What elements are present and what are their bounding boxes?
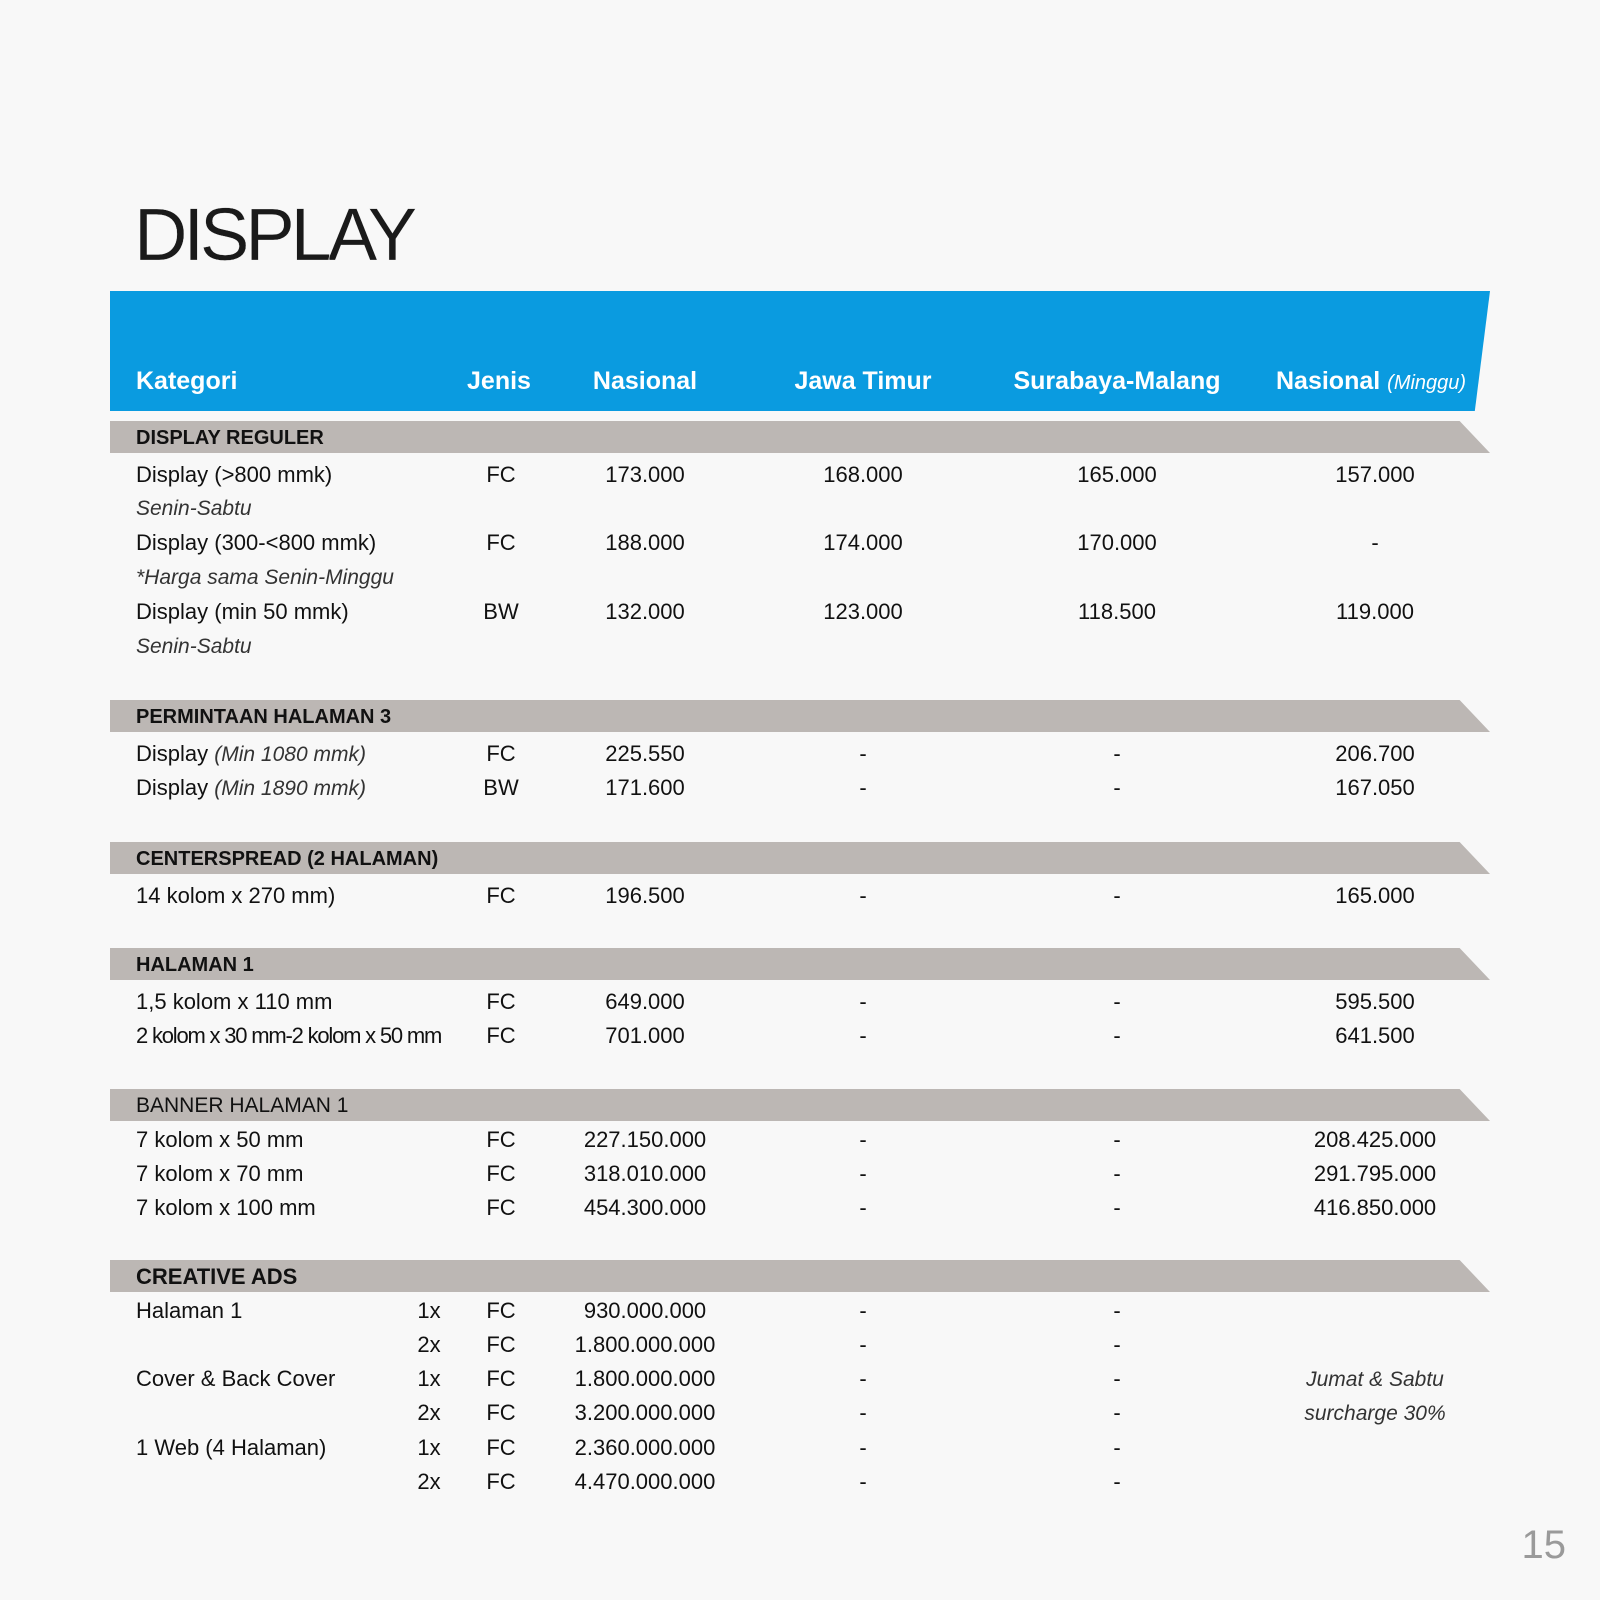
- table-cell-jawa-timur: -: [859, 1400, 867, 1425]
- table-cell-jenis: FC: [486, 989, 516, 1014]
- table-cell-nasional-minggu: 206.700: [1335, 741, 1415, 766]
- header-nasional-minggu-label: Nasional: [1276, 367, 1381, 395]
- table-cell-jawa-timur: 168.000: [823, 462, 903, 487]
- table-cell-nasional: 649.000: [605, 989, 685, 1014]
- table-cell-jawa-timur: -: [859, 1195, 867, 1220]
- table-cell-nasional: 701.000: [605, 1023, 685, 1048]
- table-cell-surabaya-malang: -: [1113, 1366, 1121, 1391]
- table-cell-jenis: FC: [486, 1023, 516, 1048]
- table-cell-surabaya-malang: -: [1113, 1400, 1121, 1425]
- table-cell-jenis: FC: [486, 1366, 516, 1391]
- table-cell-kategori: Cover & Back Cover: [136, 1366, 336, 1391]
- table-cell-nasional: 1.800.000.000: [574, 1332, 716, 1357]
- table-cell-surabaya-malang: -: [1113, 1161, 1121, 1186]
- table-cell-nasional: 1.800.000.000: [574, 1366, 716, 1391]
- table-cell-kategori: 7 kolom x 70 mm: [136, 1161, 304, 1186]
- row-note: *Harga sama Senin-Minggu: [136, 566, 394, 589]
- table-cell-jenis: FC: [486, 1298, 516, 1323]
- table-cell-kategori: Halaman 1: [136, 1298, 243, 1323]
- table-cell-jenis: FC: [486, 1127, 516, 1152]
- table-cell-nasional: 4.470.000.000: [574, 1469, 716, 1494]
- table-cell-nasional: 196.500: [605, 883, 685, 908]
- header-nasional: Nasional: [592, 367, 698, 395]
- table-cell-nasional-minggu: 416.850.000: [1313, 1195, 1437, 1220]
- table-cell-kategori: [136, 743, 366, 765]
- row-note: Senin-Sabtu: [136, 635, 252, 658]
- kategori-main: Display: [136, 741, 209, 766]
- table-cell-nasional: 132.000: [605, 599, 685, 624]
- table-cell-jenis: FC: [486, 1195, 516, 1220]
- table-cell-surabaya-malang: 118.500: [1078, 599, 1156, 624]
- table-cell-jawa-timur: -: [859, 1435, 867, 1460]
- table-cell-jenis: FC: [486, 1400, 516, 1425]
- table-cell-surabaya-malang: -: [1113, 1435, 1121, 1460]
- kategori-sub: (Min 1890 mmk): [214, 777, 366, 800]
- table-cell-nasional-minggu: 641.500: [1335, 1023, 1415, 1048]
- table-cell-jawa-timur: -: [859, 741, 867, 766]
- table-cell-surabaya-malang: 165.000: [1077, 462, 1157, 487]
- kategori-main: Display: [136, 775, 209, 800]
- table-cell-surabaya-malang: -: [1113, 1332, 1121, 1357]
- header-surabaya-malang: Surabaya-Malang: [1013, 367, 1221, 395]
- table-cell-kategori: Display (>800 mmk): [136, 462, 333, 487]
- table-cell-kategori: 1 Web (4 Halaman): [136, 1435, 327, 1460]
- table-cell-kategori: 2 kolom x 30 mm-2 kolom x 50 mm: [136, 1023, 442, 1048]
- table-cell-jenis: BW: [483, 775, 519, 800]
- table-cell-jawa-timur: -: [859, 883, 867, 908]
- table-cell-jawa-timur: -: [859, 775, 867, 800]
- table-cell-qty: 1x: [417, 1298, 441, 1323]
- table-cell-nasional-minggu: 291.795.000: [1313, 1161, 1437, 1186]
- table-cell-nasional: 225.550: [605, 741, 685, 766]
- table-cell-jenis: BW: [483, 599, 519, 624]
- header-kategori: Kategori: [136, 367, 238, 395]
- table-cell-nasional-minggu: 119.000: [1336, 599, 1414, 624]
- table-cell-jawa-timur: 123.000: [823, 599, 903, 624]
- header-nasional-minggu-sub: (Minggu): [1387, 372, 1467, 394]
- table-cell-nasional: 2.360.000.000: [574, 1435, 716, 1460]
- table-cell-nasional-minggu: 595.500: [1335, 989, 1415, 1014]
- table-cell-jawa-timur: -: [859, 1127, 867, 1152]
- table-cell-nasional-minggu: 157.000: [1335, 462, 1415, 487]
- table-cell-qty: 2x: [417, 1400, 441, 1425]
- table-cell-qty: 1x: [417, 1366, 441, 1391]
- table-cell-jenis: FC: [486, 462, 516, 487]
- table-cell-jenis: FC: [486, 1469, 516, 1494]
- table-cell-nasional: 227.150.000: [583, 1127, 707, 1152]
- table-cell-jenis: FC: [486, 1161, 516, 1186]
- section-label-banner-halaman-1: BANNER HALAMAN 1: [136, 1094, 349, 1117]
- table-cell-jawa-timur: -: [859, 1366, 867, 1391]
- table-cell-nasional: 930.000.000: [583, 1298, 707, 1323]
- table-cell-surabaya-malang: -: [1113, 883, 1121, 908]
- header-jenis: Jenis: [467, 367, 531, 395]
- table-cell-jenis: FC: [486, 1332, 516, 1357]
- table-cell-jenis: FC: [486, 530, 516, 555]
- table-cell-qty: 2x: [417, 1469, 441, 1494]
- row-note: Senin-Sabtu: [136, 497, 252, 520]
- table-cell-jawa-timur: -: [859, 989, 867, 1014]
- table-cell-surabaya-malang: -: [1113, 1298, 1121, 1323]
- table-cell-surabaya-malang: -: [1113, 741, 1121, 766]
- table-cell-qty: 1x: [417, 1435, 441, 1460]
- table-cell-nasional-minggu: -: [1371, 530, 1379, 555]
- table-cell-nasional-minggu: 167.050: [1335, 775, 1415, 800]
- table-cell-jawa-timur: -: [859, 1469, 867, 1494]
- table-cell-surabaya-malang: -: [1113, 1195, 1121, 1220]
- table-cell-surabaya-malang: -: [1113, 989, 1121, 1014]
- table-cell-nasional: 173.000: [605, 462, 685, 487]
- table-cell-kategori: [136, 777, 366, 799]
- surcharge-note-line-2: surcharge 30%: [1304, 1402, 1446, 1425]
- kategori-sub: (Min 1080 mmk): [214, 743, 366, 766]
- table-cell-jawa-timur: -: [859, 1161, 867, 1186]
- table-cell-nasional-minggu: 208.425.000: [1313, 1127, 1437, 1152]
- table-cell-surabaya-malang: -: [1113, 1023, 1121, 1048]
- header-jawa-timur: Jawa Timur: [794, 367, 932, 395]
- table-cell-kategori: 7 kolom x 50 mm: [136, 1127, 304, 1152]
- table-cell-kategori: 7 kolom x 100 mm: [136, 1195, 316, 1220]
- section-label-halaman-1: HALAMAN 1: [136, 954, 254, 976]
- table-cell-jawa-timur: -: [859, 1332, 867, 1357]
- table-cell-nasional: 188.000: [605, 530, 685, 555]
- table-cell-kategori: 1,5 kolom x 110 mm: [136, 989, 333, 1014]
- page-title: DISPLAY: [134, 193, 414, 276]
- table-cell-jenis: FC: [486, 883, 516, 908]
- table-cell-kategori: 14 kolom x 270 mm): [136, 883, 336, 908]
- table-cell-jawa-timur: -: [859, 1298, 867, 1323]
- table-cell-kategori: Display (300-<800 mmk): [136, 530, 377, 555]
- surcharge-note-line-1: Jumat & Sabtu: [1306, 1368, 1444, 1391]
- section-label-creative-ads: CREATIVE ADS: [136, 1264, 298, 1289]
- table-cell-jenis: FC: [486, 741, 516, 766]
- table-cell-surabaya-malang: -: [1113, 1469, 1121, 1494]
- table-cell-jawa-timur: 174.000: [823, 530, 903, 555]
- section-band-halaman-1: [110, 948, 1490, 980]
- table-cell-surabaya-malang: -: [1113, 1127, 1121, 1152]
- table-cell-surabaya-malang: -: [1113, 775, 1121, 800]
- table-cell-qty: 2x: [417, 1332, 441, 1357]
- table-cell-jenis: FC: [486, 1435, 516, 1460]
- header-nasional-minggu: [1276, 369, 1466, 394]
- section-label-permintaan-halaman-3: PERMINTAAN HALAMAN 3: [136, 706, 392, 728]
- section-band-creative-ads: [110, 1260, 1490, 1292]
- table-cell-jawa-timur: -: [859, 1023, 867, 1048]
- table-cell-nasional: 454.300.000: [583, 1195, 707, 1220]
- table-cell-nasional: 171.600: [605, 775, 685, 800]
- table-cell-kategori: Display (min 50 mmk): [136, 599, 349, 624]
- table-cell-nasional: 318.010.000: [583, 1161, 707, 1186]
- table-cell-nasional: 3.200.000.000: [574, 1400, 716, 1425]
- table-cell-surabaya-malang: 170.000: [1077, 530, 1157, 555]
- page-number: 15: [1521, 1523, 1566, 1567]
- section-label-centerspread: CENTERSPREAD (2 HALAMAN): [136, 848, 439, 870]
- section-label-display-reguler: DISPLAY REGULER: [136, 427, 324, 449]
- table-cell-nasional-minggu: 165.000: [1335, 883, 1415, 908]
